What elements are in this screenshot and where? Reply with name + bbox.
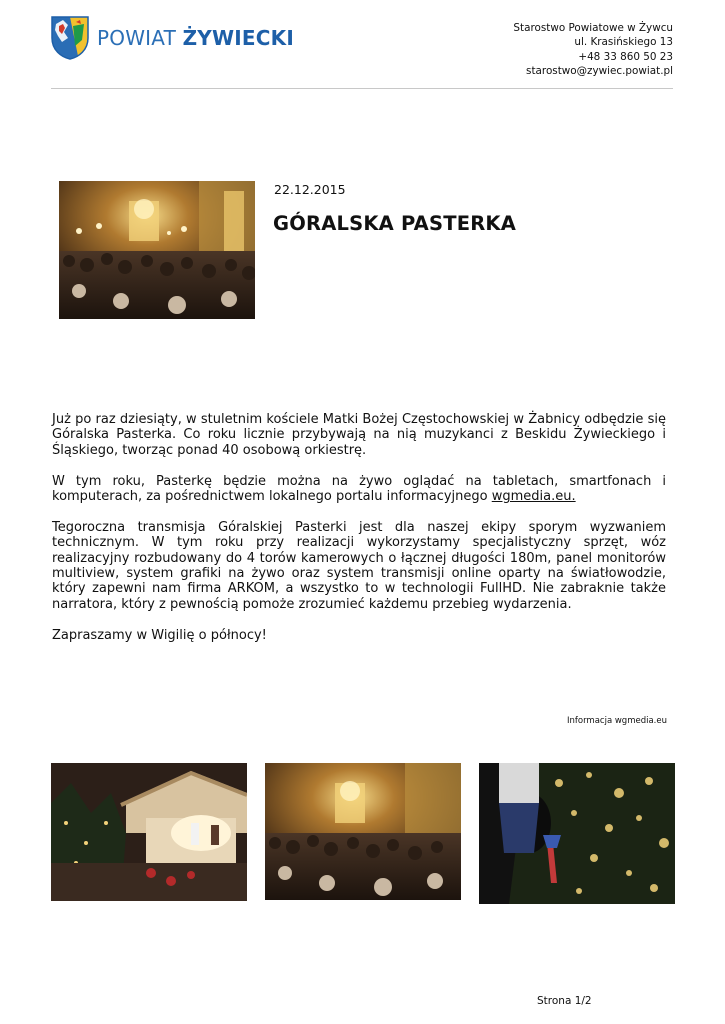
paragraph-2 <box>52 474 666 505</box>
nativity-scene-photo <box>51 763 247 901</box>
wgmedia-link[interactable]: wgmedia.eu. <box>491 489 576 505</box>
paragraph-3: Tegoroczna transmisja Góralskiej Pasterki jest dla naszej ekipy sporym wyzwaniem technicznym. W tym roku przy realizacji wykorzystamy specjalistyczny sprzęt, wóz realizacyjny rozbudowany do 4 torów kamerowych o łącznej długości 180m, panel monitorów multiview, system grafiki na żywo oraz system transmisji online oparty na światłowodzie, który zapewni nam firma ARKOM, a wszystko to w technologii FullHD. Nie zabraknie także narratora, który z pewnością pomoże zrozumieć każdemu przebieg wydarzenia. <box>52 519 666 612</box>
logo-word-powiat: POWIAT <box>97 26 177 50</box>
page-number: Strona 1/2 <box>537 995 592 1007</box>
logo-wordmark <box>97 28 294 48</box>
source-credit: Informacja wgmedia.eu <box>566 716 667 726</box>
church-interior-photo <box>59 181 255 319</box>
article-body <box>52 412 666 658</box>
christmas-lights-photo <box>479 763 675 904</box>
header-divider <box>51 88 673 89</box>
contact-phone: +48 33 860 50 23 <box>578 50 673 63</box>
paragraph-1: Już po raz dziesiąty, w stuletnim kościele Matki Bożej Częstochowskiej w Żabnicy odbędzie się Góralska Pasterka. Co roku licznie przybywają na nią muzykanci z Beskidu Żywieckiego i Śląskiego, tworząc ponad 40 osobową orkiestrę. <box>52 412 666 458</box>
contact-name: Starostwo Powiatowe w Żywcu <box>513 22 673 34</box>
logo-word-zywiecki: ŻYWIECKI <box>182 26 294 50</box>
coat-of-arms-icon <box>51 16 89 60</box>
paragraph-2-text: W tym roku, Pasterkę będzie można na żywo oglądać na tabletach, smartfonach i komputerach, za pośrednictwem lokalnego portalu informacyjnego <box>52 473 666 505</box>
contact-email[interactable]: starostwo@zywiec.powiat.pl <box>526 64 673 77</box>
powiat-logo[interactable] <box>51 16 294 60</box>
paragraph-4: Zapraszamy w Wigilię o północy! <box>52 627 267 643</box>
contact-street: ul. Krasińskiego 13 <box>574 36 673 49</box>
church-concert-photo <box>265 763 461 900</box>
contact-block <box>513 21 673 78</box>
article-date: 22.12.2015 <box>274 182 346 197</box>
article-title: GÓRALSKA PASTERKA <box>273 212 517 235</box>
